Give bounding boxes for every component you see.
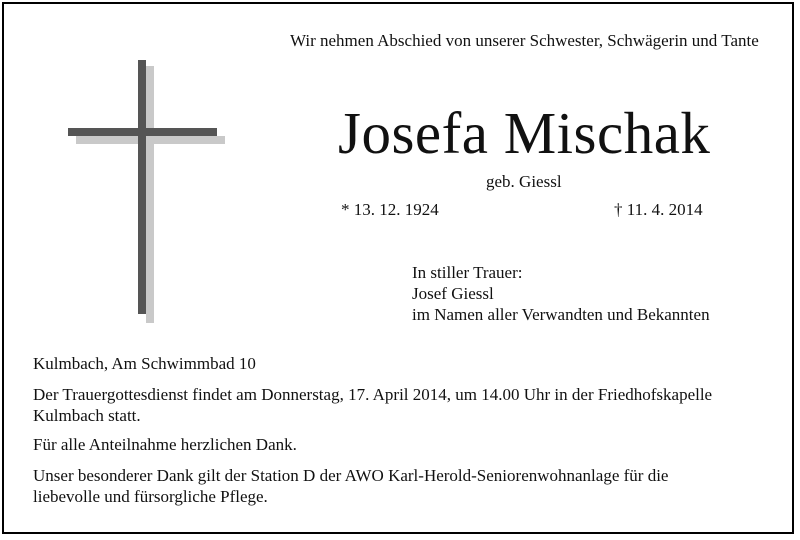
birth-date: * 13. 12. 1924 <box>341 200 439 219</box>
cross-shadow-vertical <box>146 66 154 323</box>
cross-beam-horizontal <box>68 128 217 136</box>
mourners-block <box>412 262 710 325</box>
birth-name: geb. Giessl <box>486 172 562 191</box>
mourner-line: im Namen aller Verwandten und Bekannten <box>412 305 710 324</box>
cross-shadow-horizontal <box>76 136 225 144</box>
thanks-line: Für alle Anteilnahme herzlichen Dank. <box>33 435 297 454</box>
family-address: Kulmbach, Am Schwimmbad 10 <box>33 354 256 373</box>
special-thanks: Unser besonderer Dank gilt der Station D der AWO Karl-Herold-Seniorenwohnanlage für die liebevolle und fürsorgliche Pflege. <box>33 466 669 506</box>
cross-icon <box>66 58 226 328</box>
cross-beam-vertical <box>138 60 146 314</box>
mourner-line: Josef Giessl <box>412 284 494 303</box>
deceased-name: Josefa Mischak <box>338 100 711 166</box>
farewell-intro: Wir nehmen Abschied von unserer Schwester, Schwägerin und Tante <box>290 31 759 50</box>
mourners-heading: In stiller Trauer: <box>412 263 523 282</box>
death-date: † 11. 4. 2014 <box>614 200 703 219</box>
funeral-service-notice: Der Trauergottesdienst findet am Donnerstag, 17. April 2014, um 14.00 Uhr in der Friedhofskapelle Kulmbach statt. <box>33 385 713 425</box>
